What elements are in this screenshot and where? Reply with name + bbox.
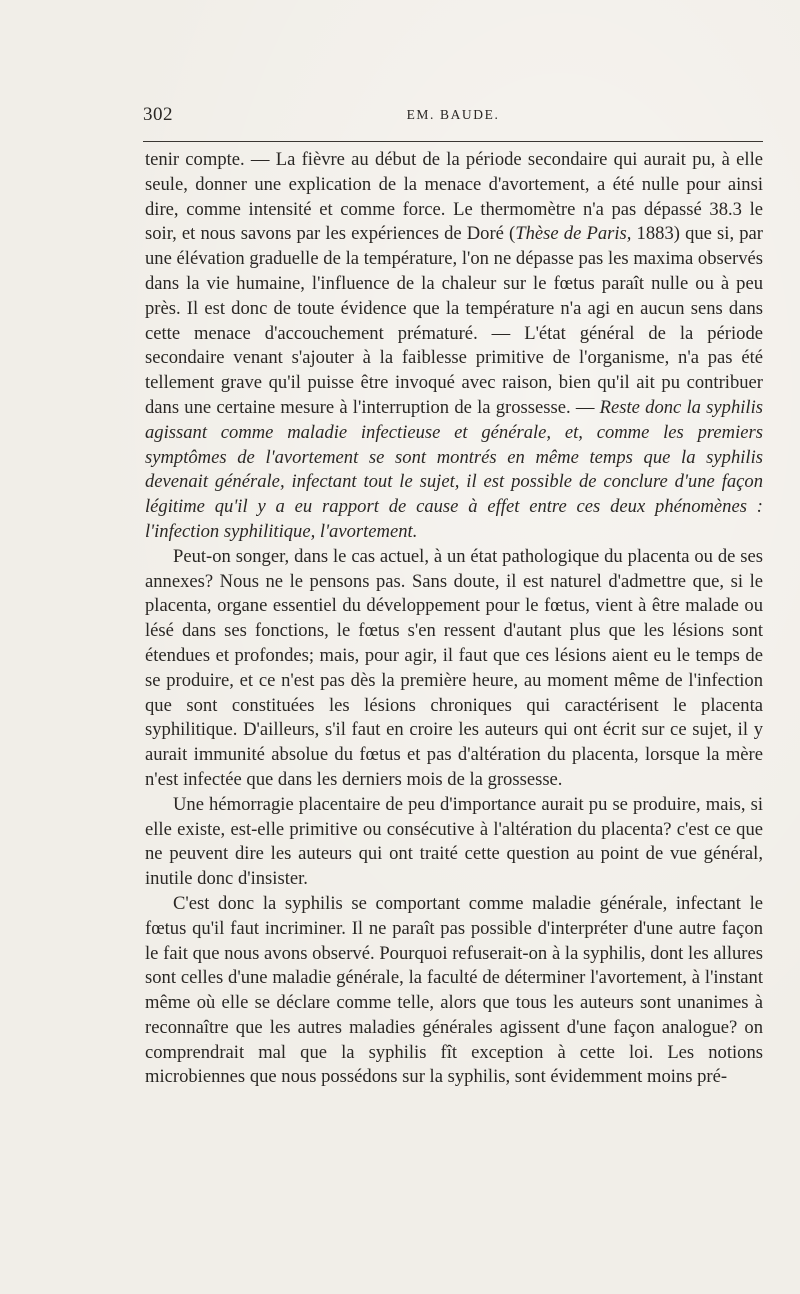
italic-citation: Thèse de Paris, [515,223,632,245]
page-number: 302 [143,104,173,125]
paragraph [145,148,763,545]
paragraph [145,545,763,793]
text-run: tenir compte. — La fièvre au début de la période secondaire qui aurait pu, à elle seule, donner une explication de la menace d'avortement, a été nulle pour ainsi dire, comme intensité et comme force. Le thermomètre n'a pas dépassé 38.3 le soir, et nous savons par les expériences de Doré ( [145,149,763,245]
text-run: Une hémorragie placentaire de peu d'importance aurait pu se produire, mais, si elle existe, est-elle primitive ou consécutive à l'altération du placenta? c'est ce que ne peuvent dire les auteurs qui ont traité cette question au point de vue général, inutile donc d'insister. [145,793,763,890]
text-run: 1883) que si, par une élévation graduelle de la température, l'on ne dépasse pas les maxima observés dans la vie humaine, l'influence de la chaleur sur le fœtus paraît nulle ou à peu près. Il est donc de toute évidence que la température n'a agi en aucun sens dans cette menace d'accouchement prématuré. — L'état général de la période secondaire venant s'ajouter à la faiblesse primitive de l'organisme, n'a pas été tellement grave qu'il puisse être invoqué avec raison, bien qu'il ait pu contribuer dans une certaine mesure à l'interruption de la grossesse. — [145,223,763,418]
italic-conclusion: Reste donc la syphilis agissant comme maladie infectieuse et générale, et, comme les premiers symptômes de l'avortement se sont montrés en même temps que la syphilis devenait générale, infectant tout le sujet, il est possible de conclure d'une façon légitime qu'il y a eu rapport de cause à effet entre ces deux phénomènes : l'infection syphilitique, l'avortement. [145,396,764,542]
body-text [145,148,763,1090]
paragraph [145,892,763,1090]
running-head: EM. BAUDE. [406,107,500,122]
text-run: C'est donc la syphilis se comportant comme maladie générale, infectant le fœtus qu'il faut incriminer. Il ne paraît pas possible d'interpréter d'une autre façon le fait que nous avons observé. Pourquoi refuserait-on à la syphilis, dont les allures sont celles d'une maladie générale, la faculté de déterminer l'avortement, à l'instant même où elle se déclare comme telle, alors que tous les auteurs sont unanimes à reconnaître que les autres maladies générales agissent d'une façon analogue? on comprendrait mal que la syphilis fît exception à cette loi. Les notions microbiennes que nous possédons sur la syphilis, sont évidemment moins pré- [145,892,763,1088]
page-header [143,104,763,134]
paragraph [145,793,763,892]
text-run: Peut-on songer, dans le cas actuel, à un état pathologique du placenta ou de ses annexes? Nous ne le pensons pas. Sans doute, il est naturel d'admettre que, si le placenta, organe essentiel du développement pour le fœtus, vient à être malade ou lésé dans ses fonctions, le fœtus s'en ressent d'autant plus que les lésions sont étendues et profondes; mais, pour agir, il faut que ces lésions aient eu le temps de se produire, et ce n'est pas dès la première heure, au moment même de l'infection que sont constituées les lésions chroniques qui caractérisent le placenta syphilitique. D'ailleurs, s'il faut en croire les auteurs qui ont écrit sur ce sujet, il y aurait immunité absolue du fœtus et pas d'altération du placenta, lorsque la mère n'est infectée que dans les derniers mois de la grossesse. [145,545,763,790]
header-rule [143,141,763,142]
